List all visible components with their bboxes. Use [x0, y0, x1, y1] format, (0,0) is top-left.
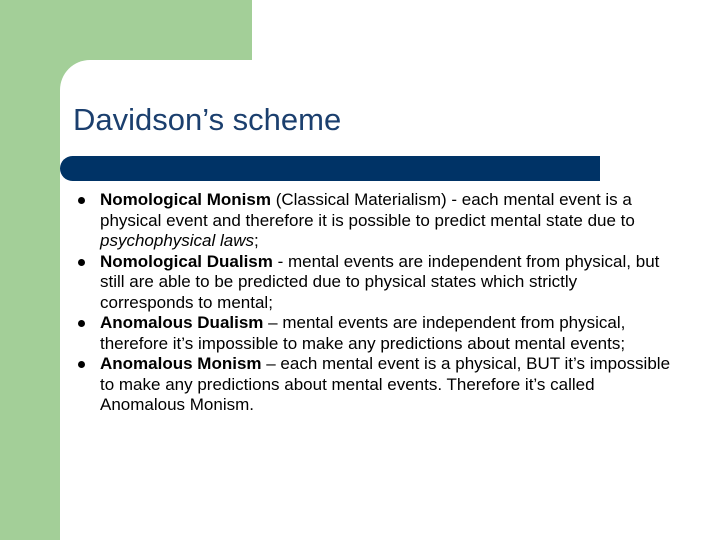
bullet-text: – each mental event is a physical, BUT it’s impossible to make any predictions about mental events. Therefore it’s called Anomalous Monism.: [100, 354, 671, 414]
bullet-dot-icon: [78, 197, 85, 204]
bullet-list: [75, 190, 675, 416]
bullet-term: Nomological Dualism: [100, 251, 273, 271]
bullet-term: Anomalous Dualism: [100, 313, 264, 332]
bullet-tail: ;: [254, 231, 259, 250]
bullet-item: [75, 190, 675, 252]
bullet-item: [75, 252, 675, 314]
bullet-emphasis: psychophysical laws: [100, 231, 255, 250]
bullet-item: [75, 354, 675, 416]
bullet-dot-icon: [78, 320, 85, 327]
bullet-dot-icon: [78, 361, 85, 368]
bullet-text: - mental events are independent from physical, but still are able to be predicted due to physical states which strictly corresponds to mental;: [100, 251, 660, 312]
bullet-item: [75, 313, 675, 354]
title-underline-bar: [60, 156, 600, 181]
bullet-term: Anomalous Monism: [100, 354, 262, 373]
bullet-dot-icon: [78, 259, 85, 266]
bullet-term: Nomological Monism: [100, 190, 271, 209]
bullet-text: (Classical Materialism) - each mental event is a physical event and therefore it is possible to predict mental state due to: [100, 190, 635, 230]
bullet-text: – mental events are independent from physical, therefore it’s impossible to make any predictions about mental events;: [100, 313, 626, 353]
slide-title: Davidson’s scheme: [73, 102, 342, 137]
